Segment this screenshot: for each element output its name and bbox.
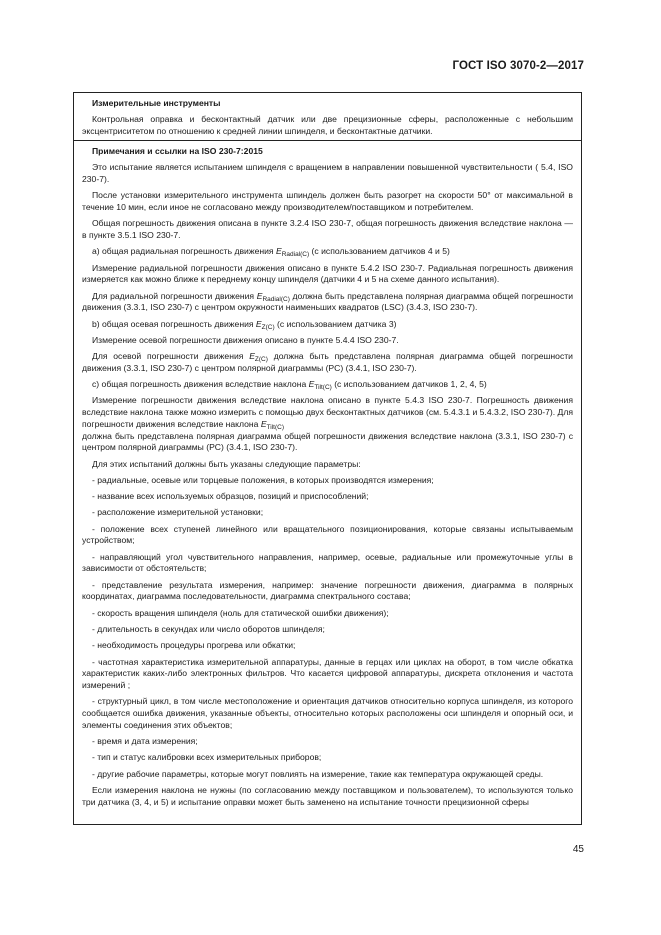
notes-paragraph: должна быть представлена полярная диаграмма общей погрешности движения вследствие наклона (3.3.1, ISO 230-7) с центром полярной диаграммы (PC) (3.4.1, ISO 230-7). bbox=[82, 430, 573, 453]
parameter-item: - представление результата измерения, например: значение погрешности движения, диаграмма в полярных координатах, диаграмма последовательности, диаграмма спектрального состава; bbox=[82, 579, 573, 602]
parameter-item: - тип и статус калибровки всех измерительных приборов; bbox=[92, 752, 322, 763]
notes-paragraph: Для осевой погрешности движения $E_{Z(C)}$ должна быть представлена полярная диаграмма общей погрешности движения (3.3.1, ISO 230-7) с центром полярной диаграммы (PC) (3.4.1, ISO 230-7). bbox=[82, 351, 573, 373]
standard-designation: ГОСТ ISO 3070-2—2017 bbox=[452, 60, 584, 72]
parameter-item: - частотная характеристика измерительной аппаратуры, данные в герцах или циклах на оборот, в том числе обкатка характеристик каких-либо электронных фильтров. Что касается цифровой аппаратуры, дискрета отклонения и частота измерений ; bbox=[82, 656, 573, 691]
notes-paragraph: Для радиальной погрешности движения $E_{Radial(C)}$ должна быть представлена полярная диаграмма общей погрешности движения (3.3.1, ISO 230-7) с центром окружности наименьших квадратов (LSC) (3.4.3, ISO 230-7). bbox=[82, 290, 573, 313]
notes-section bbox=[74, 141, 581, 808]
notes-paragraph: Общая погрешность движения описана в пункте 3.2.4 ISO 230-7, общая погрешность движения вследствие наклона — в пункте 3.5.1 ISO 230-7. bbox=[82, 218, 573, 240]
parameter-item: - направляющий угол чувствительного направления, например, осевые, радиальные или промежуточные углы в зависимости от обстоятельств; bbox=[82, 551, 573, 574]
notes-paragraph: Это испытание является испытанием шпинделя с вращением в направлении повышенной чувствительности ( 5.4, ISO 230-7). bbox=[82, 162, 573, 184]
parameter-item: - длительность в секундах или число оборотов шпинделя; bbox=[92, 624, 325, 635]
parameter-item: - расположение измерительной установки; bbox=[92, 507, 264, 518]
final-note: Если измерения наклона не нужны (по согласованию между поставщиком и пользователем), то используются только три датчика (3, 4, и 5) и испытание оправки может быть заменено на испытание точности прецизионной сферы bbox=[82, 784, 573, 807]
parameter-item: - другие рабочие параметры, которые могут повлиять на измерение, такие как температура окружающей среды. bbox=[92, 768, 544, 779]
parameter-item: - структурный цикл, в том числе местоположение и ориентация датчиков относительно корпуса шпинделя, из которого сообщается ошибка движения, указанные объекты, относительно которых расположены оси шпинделя и опорный оси, и элементы соединения этих объектов; bbox=[82, 696, 573, 730]
test-table bbox=[73, 92, 582, 825]
parameter-item: - время и дата измерения; bbox=[92, 736, 198, 747]
notes-paragraph: а) общая радиальная погрешность движения $E_{Radial(C)}$ (с использованием датчиков 4 и 5) bbox=[92, 246, 450, 259]
notes-paragraph: с) общая погрешность движения вследствие наклона $E_{Tilt(C)}$ (с использованием датчиков 1, 2, 4, 5) bbox=[92, 379, 487, 392]
notes-title: Примечания и ссылки на ISO 230-7:2015 bbox=[92, 146, 263, 156]
parameter-item: - название всех используемых образцов, позиций и приспособлений; bbox=[92, 491, 369, 502]
page-number: 45 bbox=[572, 844, 584, 855]
instruments-text: Контрольная оправка и бесконтактный датчик или две прецизионные сферы, расположенные с небольшим эксцентриситетом по отношению к средней линии шпинделя, и бесконтактные датчики. bbox=[82, 114, 573, 136]
notes-paragraph: Измерение радиальной погрешности движения описано в пункте 5.4.2 ISO 230-7. Радиальная погрешность движения измеряется как можно ближе к переднему концу шпинделя (датчики 4 и 5 на схеме данного испытания). bbox=[82, 262, 573, 285]
parameter-item: - радиальные, осевые или торцевые положения, в которых производятся измерения; bbox=[92, 474, 434, 485]
notes-paragraph: Измерение погрешности движения вследствие наклона описано в пункте 5.4.3 ISO 230-7. Погрешность движения вследствие наклона также можно измерить с помощью двух бесконтактных датчиков (см. 5.4.3.1 и 5.4.3.2, ISO 230-7). Для погрешности движения вследствие наклона $E_{Tilt(C)}$ bbox=[82, 395, 574, 431]
instruments-section bbox=[74, 93, 581, 141]
parameter-item: - необходимость процедуры прогрева или обкатки; bbox=[92, 640, 296, 651]
parameter-item: - скорость вращения шпинделя (ноль для статической ошибки движения); bbox=[92, 607, 389, 618]
notes-paragraph: Для этих испытаний должны быть указаны следующие параметры: bbox=[92, 458, 361, 469]
instruments-title: Измерительные инструменты bbox=[92, 98, 221, 108]
notes-paragraph: После установки измерительного инструмента шпиндель должен быть разогрет на скорости 50° от максимальной в течение 10 мин, если иное не согласовано между производителем/поставщиком и потребителем. bbox=[82, 190, 573, 212]
notes-paragraph: Измерение осевой погрешности движения описано в пункте 5.4.4 ISO 230-7. bbox=[92, 334, 399, 345]
parameter-item: - положение всех ступеней линейного или вращательного позиционирования, которые связаны испытываемым устройством; bbox=[82, 523, 573, 546]
notes-paragraph: b) общая осевая погрешность движения $E_{Z(C)}$ (с использованием датчика 3) bbox=[92, 318, 397, 331]
